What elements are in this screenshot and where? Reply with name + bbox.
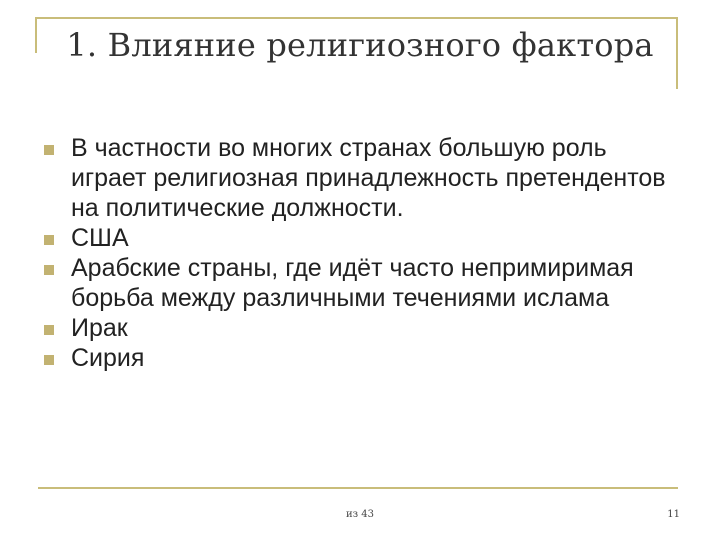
square-bullet-icon	[44, 325, 54, 335]
frame-top-border	[35, 17, 678, 19]
bullet-item	[44, 223, 684, 253]
bullet-text: Арабские страны, где идёт часто непримиримая борьба между различными течениями ислама	[71, 254, 634, 312]
slide-title: 1. Влияние религиозного фактора	[66, 26, 654, 64]
square-bullet-icon	[44, 145, 54, 155]
square-bullet-icon	[44, 355, 54, 365]
bullet-list	[44, 133, 684, 373]
square-bullet-icon	[44, 265, 54, 275]
bullet-text: США	[71, 224, 129, 252]
bullet-text: Ирак	[71, 314, 128, 342]
bullet-text: В частности во многих странах большую роль играет религиозная принадлежность претендентов на политические должности.	[71, 134, 666, 222]
square-bullet-icon	[44, 235, 54, 245]
bullet-item	[44, 313, 684, 343]
bullet-item	[44, 343, 684, 373]
page-number: 11	[667, 509, 680, 520]
footer-divider	[38, 487, 678, 489]
slide-count: из 43	[345, 509, 375, 520]
bullet-item	[44, 253, 684, 313]
bullet-item	[44, 133, 684, 223]
bullet-text: Сирия	[71, 344, 145, 372]
